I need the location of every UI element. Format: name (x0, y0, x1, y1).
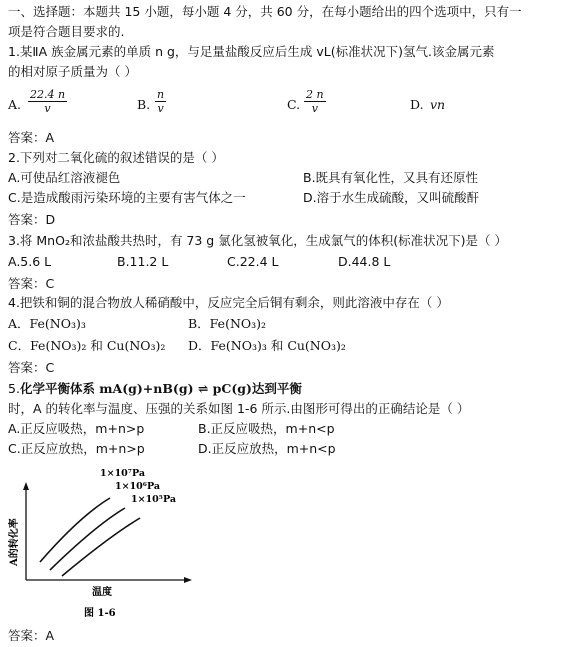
y-axis-label: A的转化率 (9, 518, 20, 566)
q4-answer: 答案：C (8, 360, 55, 375)
q5-stem-line2: 时，A 的转化率与温度、压强的关系如图 1-6 所示.由图形可得出的正确结论是（ ） (8, 401, 470, 416)
q1-option-c-numerator: 2 n (306, 88, 324, 101)
x-axis-arrow (184, 577, 192, 583)
q2-option-b: B.既具有氧化性，又具有还原性 (303, 170, 479, 185)
q2-option-a: A.可使品红溶液褪色 (8, 170, 121, 185)
q1-option-d-label: D. (410, 97, 424, 112)
q3-stem: 3.将 MnO₂和浓盐酸共热时，有 73 g 氯化氢被氧化，生成氯气的体积(标准状况下)是（ ） (8, 233, 507, 248)
q4-stem: 4.把铁和铜的混合物放人稀硝酸中，反应完全后铜有剩余，则此溶液中存在（ ） (8, 295, 449, 310)
q1-option-d-value: vn (430, 97, 446, 112)
q5-answer: 答案：A (8, 628, 55, 643)
curve-1e5-label: 1×10⁵Pa (131, 494, 176, 505)
q3-option-a: A.5.6 L (8, 254, 52, 269)
q1-option-c-label: C. (287, 97, 301, 112)
q1-option-a-numerator: 22.4 n (30, 88, 66, 101)
y-axis-arrow (23, 482, 29, 490)
q4-option-d: D．Fe(NO₃)₃ 和 Cu(NO₃)₂ (188, 338, 346, 353)
q3-option-b: B.11.2 L (117, 254, 169, 269)
q1-stem-line1: 1.某ⅡA 族金属元素的单质 n g，与足量盐酸反应后生成 vL(标准状况下)氢气.该金属元素 (8, 44, 495, 59)
q5-option-b: B.正反应吸热，m+n<p (198, 421, 335, 436)
q1-option-a-label: A. (8, 97, 22, 112)
q1-option-a-denominator: v (44, 102, 51, 115)
q5-number: 5. (8, 381, 20, 396)
q1-option-c-denominator: v (311, 102, 318, 115)
q1-option-b-numerator: n (157, 88, 165, 101)
q1-option-b-denominator: v (157, 102, 164, 115)
q2-option-d: D.溶于水生成硫酸，又叫硫酸酐 (303, 190, 480, 205)
q2-answer: 答案：D (8, 212, 56, 227)
section-heading-line2: 项是符合题目要求的. (8, 24, 125, 39)
q1-option-b-label: B. (137, 97, 151, 112)
q1-option-b-fraction (155, 88, 166, 115)
q1-stem-line2: 的相对原子质量为（ ） (8, 64, 137, 79)
q5-option-c: C.正反应放热，m+n>p (8, 441, 145, 456)
q1-option-a-fraction (28, 88, 67, 115)
curve-1e7-label: 1×10⁷Pa (100, 468, 145, 479)
q5-option-a: A.正反应吸热，m+n>p (8, 421, 145, 436)
q1-answer: 答案：A (8, 130, 55, 145)
section-heading-line1: 一、选择题：本题共 15 小题，每小题 4 分，共 60 分，在每小题给出的四个选项中，只有一 (8, 4, 522, 19)
q3-option-d: D.44.8 L (338, 254, 391, 269)
x-axis-label: 温度 (92, 587, 112, 598)
curve-1e7 (40, 498, 110, 562)
q4-option-b: B．Fe(NO₃)₂ (188, 316, 267, 331)
q4-option-c: C．Fe(NO₃)₂ 和 Cu(NO₃)₂ (8, 338, 166, 353)
q1-option-c-fraction (304, 88, 326, 115)
curve-1e6-label: 1×10⁶Pa (115, 481, 160, 492)
q3-answer: 答案：C (8, 276, 55, 291)
q2-stem: 2.下列对二氧化硫的叙述错误的是（ ） (8, 150, 224, 165)
q3-option-c: C.22.4 L (227, 254, 279, 269)
figure-caption: 图 1-6 (84, 608, 116, 618)
q5-option-d: D.正反应放热，m+n<p (198, 441, 336, 456)
q5-stem-line1 (8, 381, 302, 397)
q5-equation: 化学平衡体系 mA(g)+nB(g) ⇌ pC(g)达到平衡 (19, 381, 302, 396)
q4-option-a: A．Fe(NO₃)₃ (8, 316, 86, 331)
figure-1-6 (0, 458, 200, 618)
q2-option-c: C.是造成酸雨污染环境的主要有害气体之一 (8, 190, 246, 205)
